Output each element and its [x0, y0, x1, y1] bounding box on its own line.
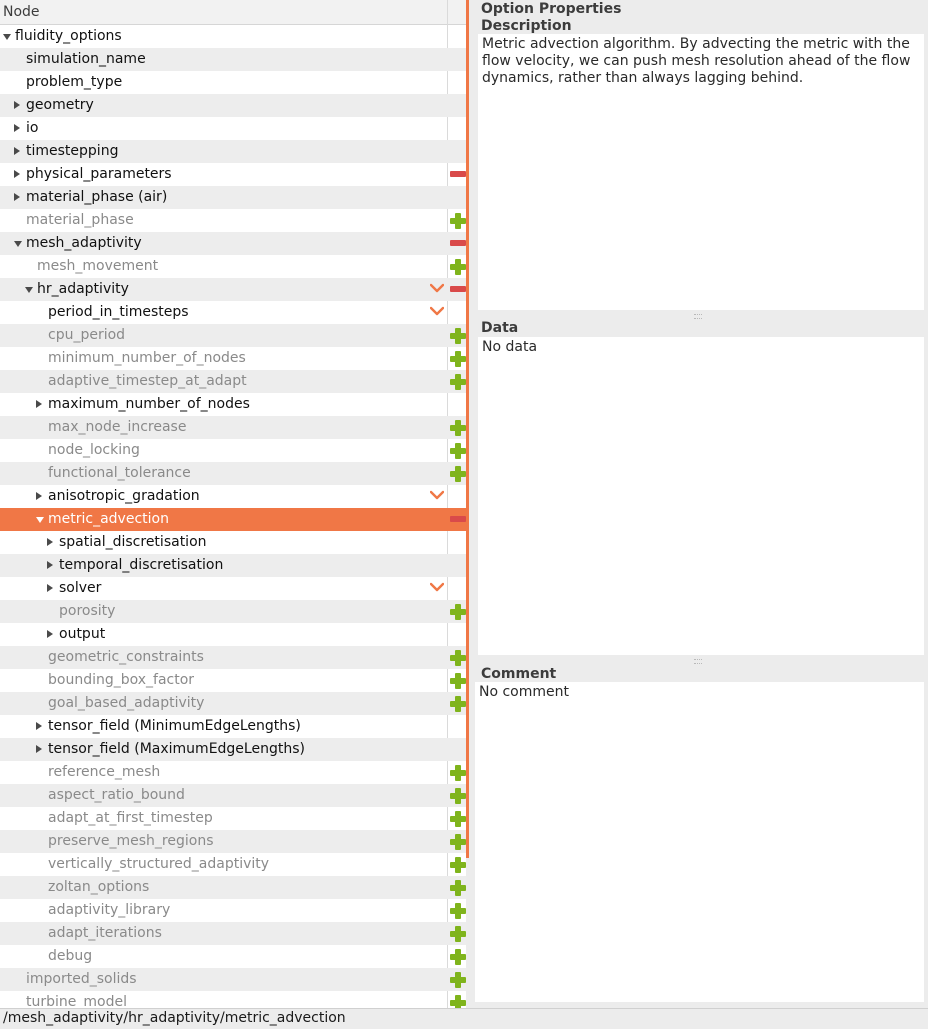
- add-node-plus-icon[interactable]: [450, 213, 466, 229]
- tree-node-label: adapt_iterations: [48, 925, 162, 941]
- tree-node-label: minimum_number_of_nodes: [48, 350, 246, 366]
- add-node-plus-icon[interactable]: [450, 857, 466, 873]
- tree-node-label: cpu_period: [48, 327, 126, 343]
- expand-arrow-right-icon[interactable]: [47, 584, 53, 592]
- tree-node-label: spatial_discretisation: [59, 534, 207, 550]
- expand-arrow-right-icon[interactable]: [14, 101, 20, 109]
- add-node-plus-icon[interactable]: [450, 834, 466, 850]
- tree-node-label: mesh_movement: [37, 258, 159, 274]
- tree-node-label: metric_advection: [48, 511, 169, 527]
- data-text: No data: [478, 337, 924, 655]
- choice-chevron-icon[interactable]: [430, 582, 444, 592]
- tree-node-label: fluidity_options: [15, 28, 122, 44]
- tree-node-label: anisotropic_gradation: [48, 488, 200, 504]
- tree-row-timestepping[interactable]: [0, 140, 466, 163]
- add-node-plus-icon[interactable]: [450, 765, 466, 781]
- tree-node-label: adaptive_timestep_at_adapt: [48, 373, 247, 389]
- tree-node-label: reference_mesh: [48, 764, 161, 780]
- tree-node-label: preserve_mesh_regions: [48, 833, 214, 849]
- tree-row-adapt-iterations[interactable]: [0, 922, 466, 945]
- tree-row-mesh-adaptivity[interactable]: [0, 232, 466, 255]
- data-title: Data: [481, 320, 519, 336]
- expand-arrow-right-icon[interactable]: [36, 400, 42, 408]
- tree-row-physical-parameters[interactable]: [0, 163, 466, 186]
- tree-row-hr-adaptivity[interactable]: [0, 278, 466, 301]
- tree-row-metric-advection[interactable]: [0, 508, 466, 531]
- remove-node-minus-icon[interactable]: [450, 240, 466, 246]
- tree-row-bounding-box-factor[interactable]: [0, 669, 466, 692]
- tree-node-label: geometry: [26, 97, 94, 113]
- option-properties-heading: Option Properties: [481, 1, 622, 17]
- add-node-plus-icon[interactable]: [450, 972, 466, 988]
- tree-node-label: tensor_field (MaximumEdgeLengths): [48, 741, 305, 757]
- tree-row-debug[interactable]: [0, 945, 466, 968]
- tree-row-adaptive-timestep-at-adapt[interactable]: [0, 370, 466, 393]
- tree-row-max-node-increase[interactable]: [0, 416, 466, 439]
- comment-text[interactable]: No comment: [475, 682, 924, 1002]
- tree-row-node-locking[interactable]: [0, 439, 466, 462]
- tree-row-cpu-period[interactable]: [0, 324, 466, 347]
- tree-row-adapt-at-first-timestep[interactable]: [0, 807, 466, 830]
- expand-arrow-down-icon[interactable]: [25, 287, 33, 293]
- tree-row-geometric-constraints[interactable]: [0, 646, 466, 669]
- tree-node-label: aspect_ratio_bound: [48, 787, 185, 803]
- tree-node-label: timestepping: [26, 143, 119, 159]
- remove-node-minus-icon[interactable]: [450, 516, 466, 522]
- choice-chevron-icon[interactable]: [430, 283, 444, 293]
- tree-row-period-in-timesteps[interactable]: [0, 301, 466, 324]
- add-node-plus-icon[interactable]: [450, 788, 466, 804]
- tree-node-label: mesh_adaptivity: [26, 235, 142, 251]
- add-node-plus-icon[interactable]: [450, 604, 466, 620]
- tree-row-spatial-discretisation[interactable]: [0, 531, 466, 554]
- add-node-plus-icon[interactable]: [450, 811, 466, 827]
- comment-title: Comment: [481, 666, 557, 682]
- tree-row-zoltan-options[interactable]: [0, 876, 466, 899]
- expand-arrow-right-icon[interactable]: [47, 538, 53, 546]
- tree-row-material-phase[interactable]: [0, 209, 466, 232]
- tree-row-output[interactable]: [0, 623, 466, 646]
- expand-arrow-right-icon[interactable]: [14, 147, 20, 155]
- add-node-plus-icon[interactable]: [450, 673, 466, 689]
- tree-node-label: debug: [48, 948, 93, 964]
- tree-row-simulation-name[interactable]: [0, 48, 466, 71]
- expand-arrow-right-icon[interactable]: [14, 170, 20, 178]
- tree-row-aspect-ratio-bound[interactable]: [0, 784, 466, 807]
- tree-row-reference-mesh[interactable]: [0, 761, 466, 784]
- add-node-plus-icon[interactable]: [450, 259, 466, 275]
- tree-node-label: tensor_field (MinimumEdgeLengths): [48, 718, 301, 734]
- tree-row-temporal-discretisation[interactable]: [0, 554, 466, 577]
- tree-row-problem-type[interactable]: [0, 71, 466, 94]
- add-node-plus-icon[interactable]: [450, 374, 466, 390]
- remove-node-minus-icon[interactable]: [450, 286, 466, 292]
- tree-node-label: problem_type: [26, 74, 123, 90]
- data-resize-grip[interactable]: [694, 659, 702, 664]
- add-node-plus-icon[interactable]: [450, 880, 466, 896]
- tree-row-functional-tolerance[interactable]: [0, 462, 466, 485]
- tree-row-minimum-number-of-nodes[interactable]: [0, 347, 466, 370]
- tree-row-solver[interactable]: [0, 577, 466, 600]
- expand-arrow-right-icon[interactable]: [36, 492, 42, 500]
- tree-node-label: turbine_model: [26, 994, 127, 1008]
- tree-column-header[interactable]: [0, 0, 466, 25]
- tree-row-material-phase-air[interactable]: [0, 186, 466, 209]
- tree-node-label: functional_tolerance: [48, 465, 191, 481]
- tree-node-label: temporal_discretisation: [59, 557, 224, 573]
- tree-node-label: adapt_at_first_timestep: [48, 810, 213, 826]
- tree-node-label: adaptivity_library: [48, 902, 171, 918]
- tree-row-porosity[interactable]: [0, 600, 466, 623]
- description-resize-grip[interactable]: [694, 314, 702, 319]
- tree-node-label: material_phase: [26, 212, 134, 228]
- description-title: Description: [481, 18, 572, 34]
- add-node-plus-icon[interactable]: [450, 995, 466, 1008]
- tree-node-label: max_node_increase: [48, 419, 187, 435]
- tree-node-label: node_locking: [48, 442, 140, 458]
- add-node-plus-icon[interactable]: [450, 443, 466, 459]
- expand-arrow-down-icon[interactable]: [3, 34, 11, 40]
- tree-row-turbine-model[interactable]: [0, 991, 466, 1008]
- tree-row-tensor-field-maximumedgelengths[interactable]: [0, 738, 466, 761]
- tree-node-label: bounding_box_factor: [48, 672, 195, 688]
- tree-node-label: io: [26, 120, 39, 136]
- expand-arrow-down-icon[interactable]: [36, 517, 44, 523]
- add-node-plus-icon[interactable]: [450, 926, 466, 942]
- choice-chevron-icon[interactable]: [430, 306, 444, 316]
- expand-arrow-right-icon[interactable]: [36, 745, 42, 753]
- tree-node-label: porosity: [59, 603, 116, 619]
- description-text: Metric advection algorithm. By advecting the metric with the flow velocity, we can push mesh resolution ahead of the flow dynamics, rather than always lagging behind.: [478, 34, 924, 310]
- tree-node-label: period_in_timesteps: [48, 304, 189, 320]
- add-node-plus-icon[interactable]: [450, 351, 466, 367]
- status-bar: [0, 1008, 928, 1029]
- add-node-plus-icon[interactable]: [450, 949, 466, 965]
- tree-row-tensor-field-minimumedgelengths[interactable]: [0, 715, 466, 738]
- option-properties-panel: [469, 0, 928, 1008]
- add-node-plus-icon[interactable]: [450, 903, 466, 919]
- tree-row-preserve-mesh-regions[interactable]: [0, 830, 466, 853]
- tree-body: [0, 25, 466, 1008]
- expand-arrow-right-icon[interactable]: [47, 561, 53, 569]
- tree-node-label: vertically_structured_adaptivity: [48, 856, 270, 872]
- tree-node-label: geometric_constraints: [48, 649, 204, 665]
- add-node-plus-icon[interactable]: [450, 328, 466, 344]
- tree-row-geometry[interactable]: [0, 94, 466, 117]
- choice-chevron-icon[interactable]: [430, 490, 444, 500]
- tree-row-maximum-number-of-nodes[interactable]: [0, 393, 466, 416]
- expand-arrow-right-icon[interactable]: [36, 722, 42, 730]
- options-tree-panel: [0, 0, 466, 1008]
- add-node-plus-icon[interactable]: [450, 650, 466, 666]
- tree-row-anisotropic-gradation[interactable]: [0, 485, 466, 508]
- remove-node-minus-icon[interactable]: [450, 171, 466, 177]
- tree-row-goal-based-adaptivity[interactable]: [0, 692, 466, 715]
- expand-arrow-right-icon[interactable]: [47, 630, 53, 638]
- selected-node-path: /mesh_adaptivity/hr_adaptivity/metric_advection: [3, 1010, 346, 1026]
- add-node-plus-icon[interactable]: [450, 466, 466, 482]
- tree-row-io[interactable]: [0, 117, 466, 140]
- tree-node-label: zoltan_options: [48, 879, 150, 895]
- tree-node-label: material_phase (air): [26, 189, 168, 205]
- expand-arrow-down-icon[interactable]: [14, 241, 22, 247]
- expand-arrow-right-icon[interactable]: [14, 124, 20, 132]
- tree-row-fluidity-options[interactable]: [0, 25, 466, 48]
- tree-node-label: hr_adaptivity: [37, 281, 129, 297]
- node-column-label: Node: [3, 4, 40, 20]
- add-node-plus-icon[interactable]: [450, 696, 466, 712]
- tree-node-label: solver: [59, 580, 102, 596]
- expand-arrow-right-icon[interactable]: [14, 193, 20, 201]
- add-node-plus-icon[interactable]: [450, 420, 466, 436]
- tree-row-mesh-movement[interactable]: [0, 255, 466, 278]
- tree-node-label: physical_parameters: [26, 166, 172, 182]
- tree-node-label: output: [59, 626, 106, 642]
- tree-row-vertically-structured-adaptivity[interactable]: [0, 853, 466, 876]
- tree-node-label: maximum_number_of_nodes: [48, 396, 250, 412]
- tree-node-label: imported_solids: [26, 971, 137, 987]
- tree-row-adaptivity-library[interactable]: [0, 899, 466, 922]
- tree-row-imported-solids[interactable]: [0, 968, 466, 991]
- tree-node-label: simulation_name: [26, 51, 146, 67]
- tree-node-label: goal_based_adaptivity: [48, 695, 205, 711]
